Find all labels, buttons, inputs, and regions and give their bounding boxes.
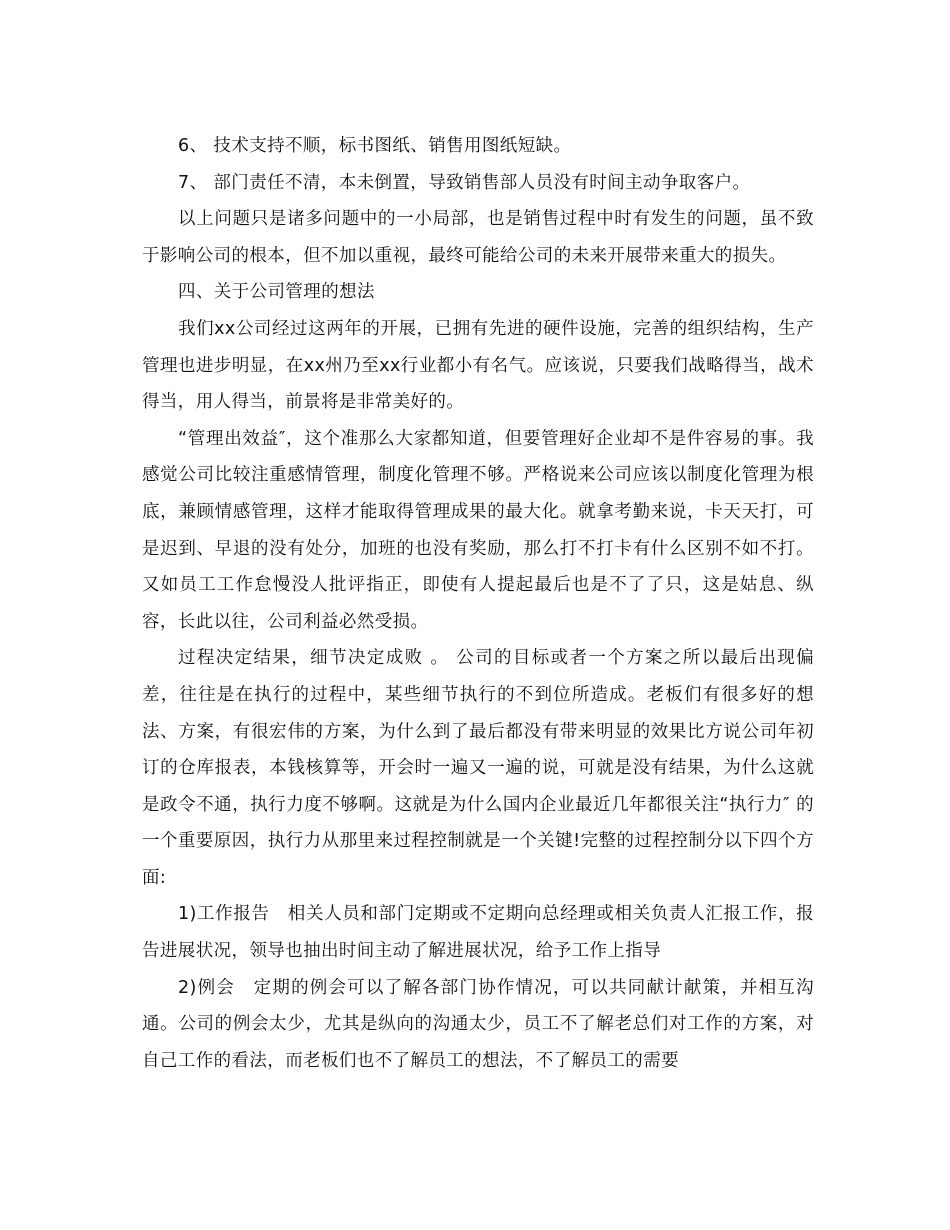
paragraph-work-report: 1)工作报告 相关人员和部门定期或不定期向总经理或相关负责人汇报工作，报告进展状况，领导也抽出时间主动了解进展状况，给予工作上指导 <box>142 904 814 962</box>
paragraph-item-6: 6、 技术支持不顺，标书图纸、销售用图纸短缺。 <box>178 136 572 156</box>
paragraph-summary: 以上问题只是诸多问题中的一小局部，也是销售过程中时有发生的问题，虽不致于影响公司的根本，但不加以重视，最终可能给公司的未来开展带来重大的损失。 <box>142 209 814 266</box>
paragraph-process-control: 过程决定结果，细节决定成败 。 公司的目标或者一个方案之所以最后出现偏差，往往是在执行的过程中，某些细节执行的不到位所造成。老板们有很多好的想法、方案，有很宏伟的方案，为什么到了最后都没有带来明显的效果比方说公司年初订的仓库报表，本钱核算等，开会时一遍又一遍的说，可就是没有结果，为什么这就是政令不通，执行力度不够啊。这就是为什么国内企业最近几年都很关注“执行力″ 的一个重要原因，执行力从那里来过程控制就是一个关键!完整的过程控制分以下四个方面: <box>142 648 814 888</box>
paragraph-management-efficiency: “管理出效益″，这个准那么大家都知道，但要管理好企业却不是件容易的事。我感觉公司比较注重感情管理，制度化管理不够。严格说来公司应该以制度化管理为根底，兼顾情感管理，这样才能取得管理成果的最大化。就拿考勤来说，卡天天打，可是迟到、早退的没有处分，加班的也没有奖励，那么打不打卡有什么区别不如不打。又如员工工作怠慢没人批评指正，即使有人提起最后也是不了了只，这是姑息、纵容，长此以往，公司利益必然受损。 <box>142 428 814 632</box>
paragraph-item-7: 7、 部门责任不清，本未倒置，导致销售部人员没有时间主动争取客户。 <box>178 172 751 193</box>
document-body <box>142 128 814 1079</box>
paragraph-meetings: 2)例会 定期的例会可以了解各部门协作情况，可以共同献计献策，并相互沟通。公司的例会太少，尤其是纵向的沟通太少，员工不了解老总们对工作的方案，对自己工作的看法，而老板们也不了解员工的想法，不了解员工的需要 <box>142 977 814 1071</box>
section-heading: 四、关于公司管理的想法 <box>178 282 375 303</box>
paragraph-company-overview: 我们xx公司经过这两年的开展，已拥有先进的硬件设施，完善的组织结构，生产管理也进步明显，在xx州乃至xx行业都小有名气。应该说，只要我们战略得当，战术得当，用人得当，前景将是非常美好的。 <box>142 318 814 413</box>
